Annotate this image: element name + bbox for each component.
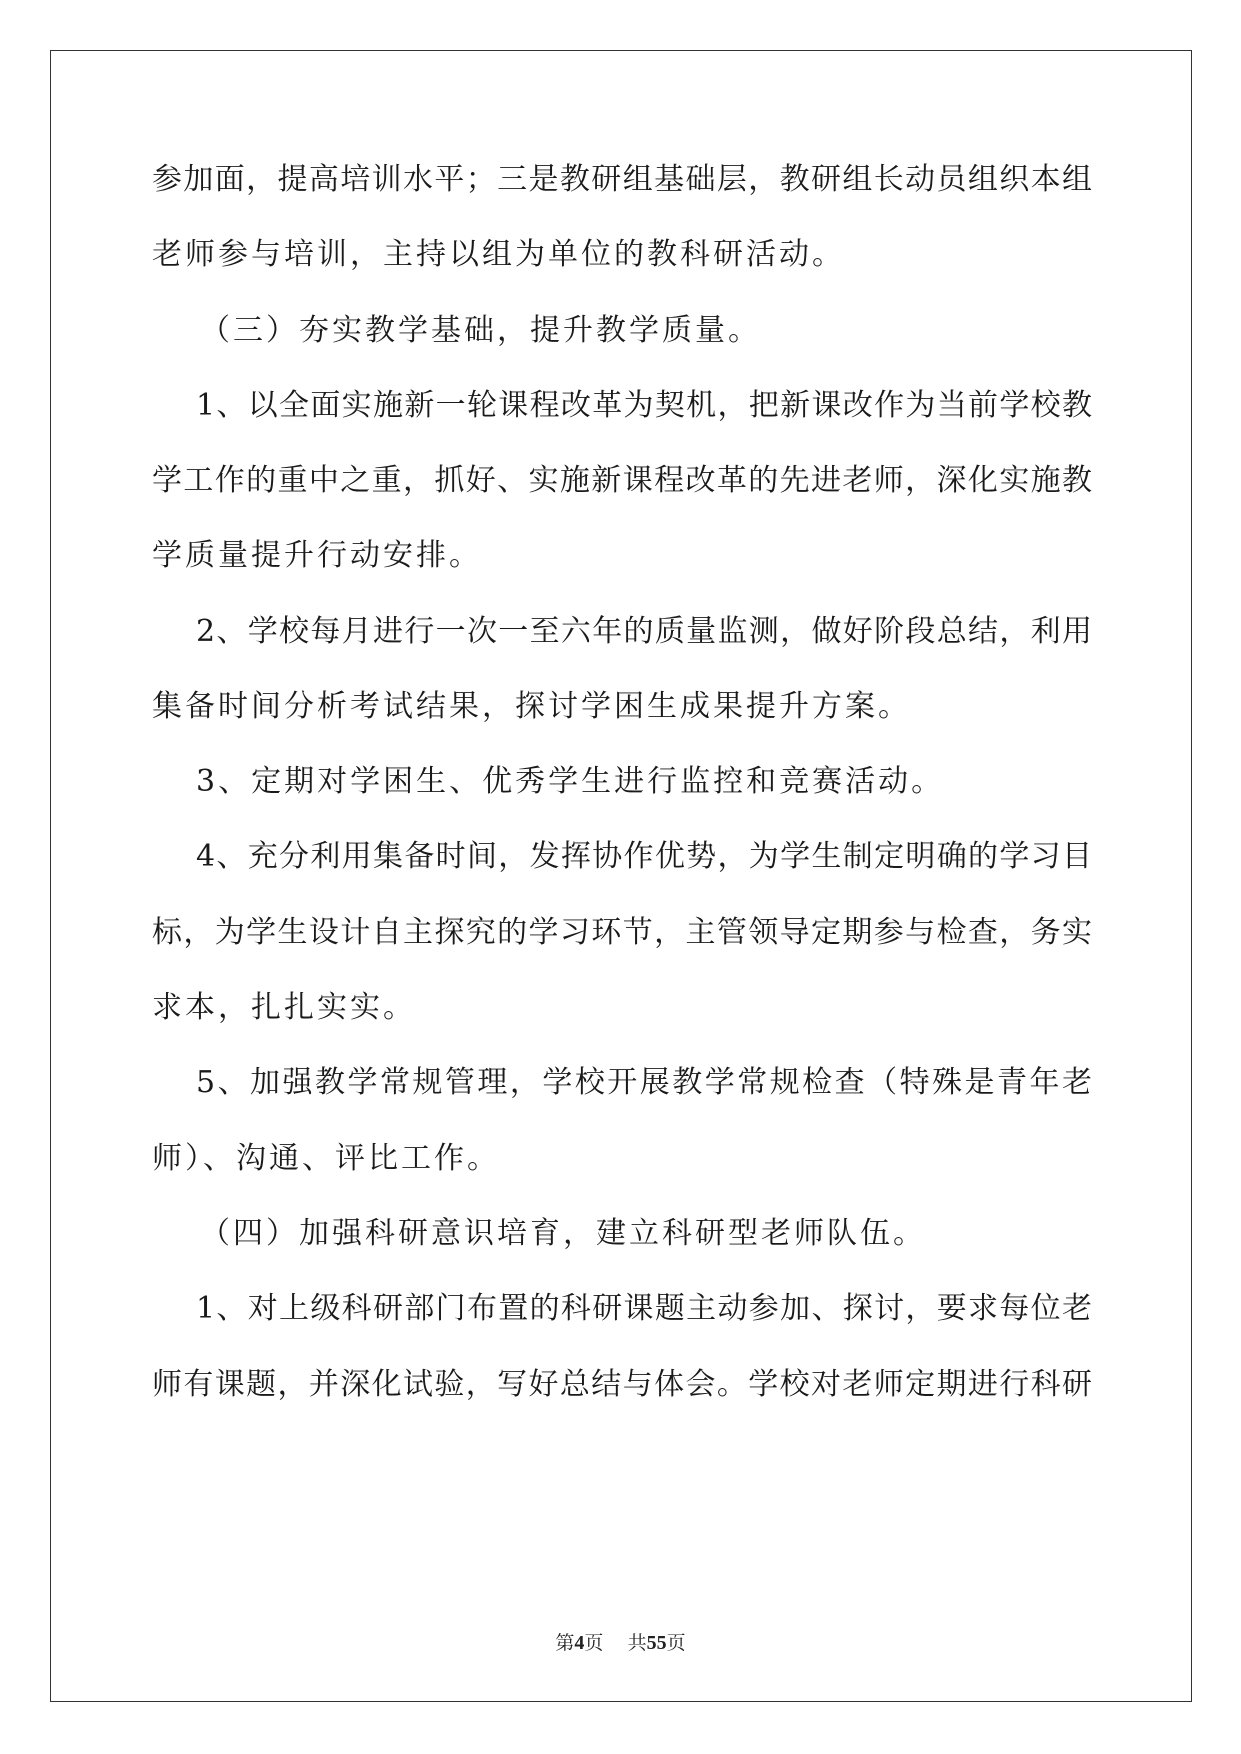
paragraph-line: 老师参与培训，主持以组为单位的教科研活动。 — [152, 237, 845, 272]
paragraph-line: 1、对上级科研部门布置的科研课题主动参加、探讨，要求每位老 — [196, 1291, 1092, 1326]
paragraph-line: 2、学校每月进行一次一至六年的质量监测，做好阶段总结，利用 — [196, 614, 1092, 649]
paragraph-line: 3、定期对学困生、优秀学生进行监控和竞赛活动。 — [196, 764, 945, 799]
page-footer — [0, 1632, 1241, 1654]
paragraph-line: 师有课题，并深化试验，写好总结与体会。学校对老师定期进行科研 — [152, 1367, 1092, 1402]
page-label-prefix: 第 — [555, 1632, 575, 1654]
paragraph-line: 标，为学生设计自主探究的学习环节，主管领导定期参与检查，务实 — [152, 915, 1092, 950]
section-heading: （四）加强科研意识培育，建立科研型老师队伍。 — [200, 1216, 926, 1251]
paragraph-line: 4、充分利用集备时间，发挥协作优势，为学生制定明确的学习目 — [196, 839, 1092, 874]
paragraph-line: 师）、沟通、评比工作。 — [152, 1141, 500, 1176]
paragraph-line: 学质量提升行动安排。 — [152, 538, 482, 573]
page-label-suffix: 页 — [584, 1632, 604, 1654]
paragraph-line: 参加面，提高培训水平；三是教研组基础层，教研组长动员组织本组 — [152, 162, 1092, 197]
total-label-prefix: 共 — [627, 1632, 647, 1654]
total-pages: 55 — [646, 1632, 667, 1654]
page-border — [50, 50, 1192, 1702]
total-label-suffix: 页 — [666, 1632, 686, 1654]
paragraph-line: 集备时间分析考试结果，探讨学困生成果提升方案。 — [152, 689, 911, 724]
paragraph-line: 求本，扎扎实实。 — [152, 990, 416, 1025]
section-heading: （三）夯实教学基础，提升教学质量。 — [200, 313, 761, 348]
paragraph-line: 学工作的重中之重，抓好、实施新课程改革的先进老师，深化实施教 — [152, 463, 1092, 498]
paragraph-line: 5、加强教学常规管理，学校开展教学常规检查（特殊是青年老 — [196, 1065, 1092, 1100]
paragraph-line: 1、以全面实施新一轮课程改革为契机，把新课改作为当前学校教 — [196, 388, 1092, 423]
page-number: 4 — [574, 1632, 585, 1654]
